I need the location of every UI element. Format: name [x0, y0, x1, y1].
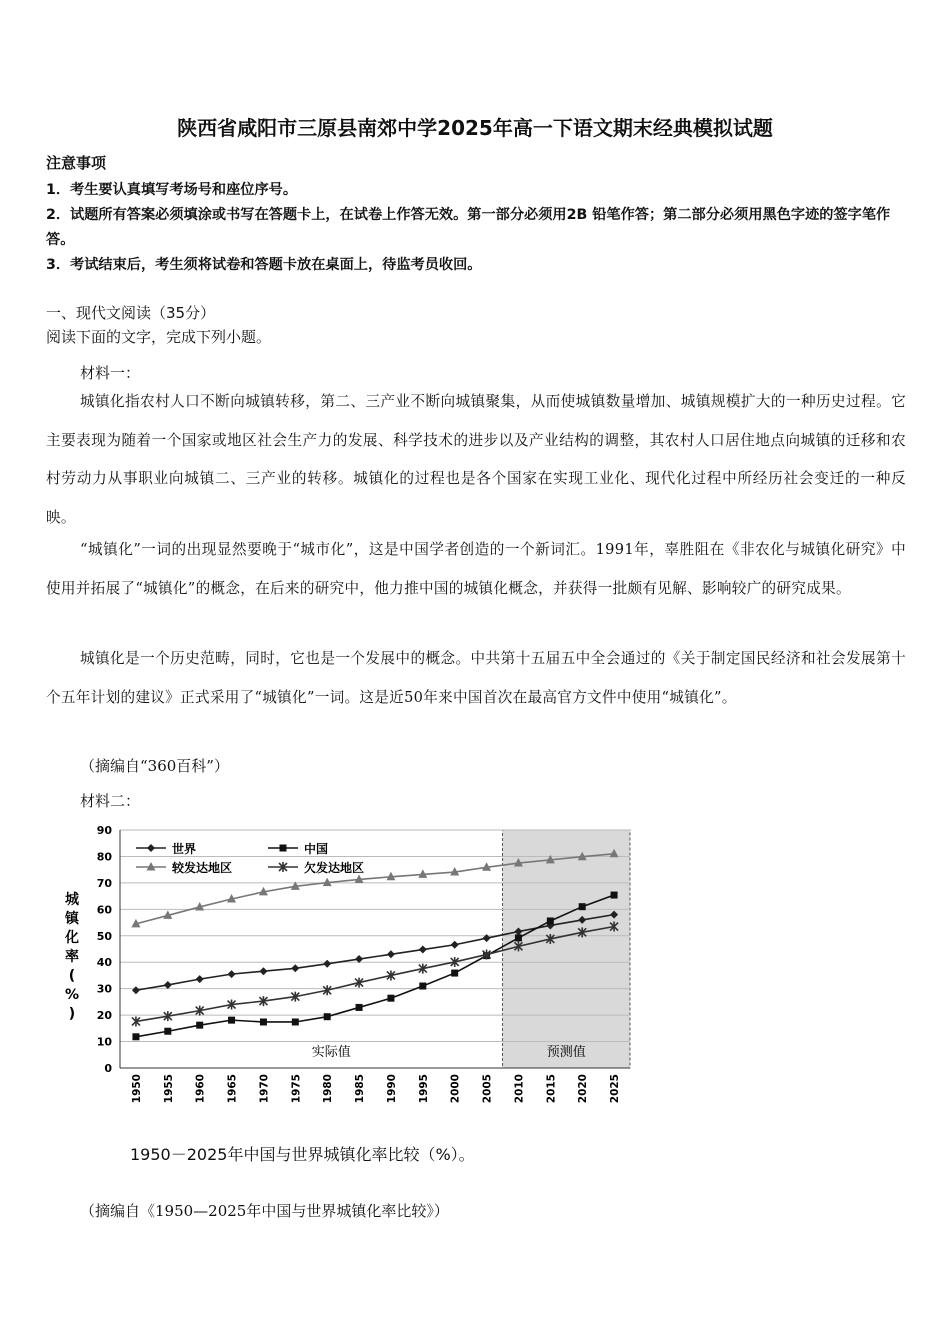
- data-point-1: [356, 1004, 363, 1011]
- data-point-1: [164, 1028, 171, 1035]
- x-tick-label: 1960: [194, 1074, 207, 1104]
- data-point-1: [515, 934, 522, 941]
- x-tick-label: 1965: [226, 1074, 239, 1104]
- data-point-0: [451, 941, 459, 949]
- source-note-1: （摘编自“360百科”）: [80, 757, 229, 775]
- data-point-0: [323, 960, 331, 968]
- x-tick-label: 2020: [577, 1074, 590, 1104]
- y-tick-label: 10: [96, 1035, 112, 1049]
- x-tick-label: 1975: [290, 1074, 303, 1104]
- legend-label: 世界: [172, 842, 197, 856]
- x-tick-label: 1985: [354, 1074, 367, 1104]
- data-point-0: [164, 981, 172, 989]
- notice-item: 1．考生要认真填写考场号和座位序号。: [46, 182, 298, 198]
- y-axis-label-char: 率: [65, 949, 79, 965]
- data-point-0: [419, 946, 427, 954]
- paragraph: 城镇化指农村人口不断向城镇转移，第二、三产业不断向城镇聚集，从而使城镇数量增加、城镇规模扩大的一种历史过程。它主要表现为随着一个国家或地区社会生产力的发展、科学技术的进步以及产业结构的调整，其农村人口居住地点向城镇的迁移和农村劳动力从事职业向城镇二、三产业的转移。城镇化的过程也是各个国家在实现工业化、现代化过程中所经历社会变迁的一种反映。: [46, 393, 906, 526]
- reading-instruction: 阅读下面的文字，完成下列小题。: [46, 328, 272, 346]
- legend-marker: [147, 844, 155, 852]
- y-tick-label: 90: [96, 824, 112, 837]
- paragraph: “城镇化”一词的出现显然要晚于“城市化”，这是中国学者创造的一个新词汇。1991年，辜胜阻在《非农化与城镇化研究》中使用并拓展了“城镇化”的概念，在后来的研究中，他力推中国的城镇化概念，并获得一批颇有见解、影响较广的研究成果。: [46, 541, 906, 597]
- y-tick-label: 60: [96, 903, 112, 917]
- urbanization-chart: [58, 820, 648, 1120]
- data-point-0: [196, 975, 204, 983]
- chart-caption: 1950－2025年中国与世界城镇化率比较（%）。: [130, 1145, 475, 1164]
- data-point-0: [259, 967, 267, 975]
- x-tick-label: 1995: [417, 1074, 430, 1104]
- y-axis-label-char: 镇: [65, 911, 79, 927]
- source-note-2: （摘编自《1950—2025年中国与世界城镇化率比较》）: [80, 1202, 449, 1220]
- data-point-1: [196, 1022, 203, 1029]
- data-point-0: [387, 950, 395, 958]
- data-point-1: [132, 1033, 139, 1040]
- data-point-1: [547, 917, 554, 924]
- data-point-0: [291, 964, 299, 972]
- data-point-1: [579, 903, 586, 910]
- x-tick-label: 1990: [385, 1074, 398, 1104]
- data-point-1: [611, 892, 618, 899]
- x-tick-label: 1980: [322, 1074, 335, 1104]
- paragraph: 城镇化是一个历史范畴，同时，它也是一个发展中的概念。中共第十五届五中全会通过的《关于制定国民经济和社会发展第十个五年计划的建议》正式采用了“城镇化”一词。这是近50年来中国首次在最高官方文件中使用“城镇化”。: [46, 650, 906, 706]
- x-tick-label: 2025: [609, 1074, 622, 1104]
- material-2-label: 材料二：: [80, 792, 141, 810]
- legend-label: 较发达地区: [172, 861, 233, 875]
- data-point-1: [228, 1017, 235, 1024]
- exam-title: 陕西省咸阳市三原县南郊中学2025年高一下语文期末经典模拟试题: [177, 116, 773, 140]
- legend-marker: [280, 845, 287, 852]
- y-axis-label-char: 城: [65, 892, 79, 908]
- notice-item: 2．试题所有答案必须填涂或书写在答题卡上，在试卷上作答无效。第一部分必须用2B 铅笔作答；第二部分必须用黑色字迹的签字笔作答。: [46, 207, 891, 248]
- x-tick-label: 1970: [258, 1074, 271, 1104]
- legend-label: 中国: [304, 842, 329, 856]
- data-point-1: [324, 1013, 331, 1020]
- y-tick-label: 80: [96, 850, 112, 864]
- x-tick-label: 2005: [481, 1074, 494, 1104]
- forecast-value-label: 预测值: [546, 1045, 586, 1060]
- section-title: 一、现代文阅读（35分）: [46, 304, 216, 322]
- data-point-0: [132, 986, 140, 994]
- y-axis-label-char: (: [68, 968, 76, 984]
- x-tick-label: 2015: [545, 1074, 558, 1104]
- legend-label: 欠发达地区: [304, 861, 365, 875]
- y-axis-label-char: %: [64, 987, 80, 1003]
- data-point-1: [292, 1018, 299, 1025]
- data-point-1: [387, 995, 394, 1002]
- data-point-1: [451, 970, 458, 977]
- notice-item: 3．考试结束后，考生须将试卷和答题卡放在桌面上，待监考员收回。: [46, 257, 482, 273]
- actual-value-label: 实际值: [311, 1045, 351, 1060]
- data-point-1: [419, 983, 426, 990]
- data-point-1: [260, 1018, 267, 1025]
- y-tick-label: 20: [96, 1009, 112, 1023]
- y-tick-label: 40: [96, 956, 112, 970]
- material-1-label: 材料一：: [80, 364, 141, 382]
- x-tick-label: 2000: [449, 1074, 462, 1104]
- urbanization-chart-svg: [58, 820, 648, 1120]
- y-axis-label-char: ): [68, 1006, 76, 1022]
- notice-heading: 注意事项: [46, 154, 107, 172]
- data-point-0: [228, 970, 236, 978]
- y-axis-label-char: 化: [65, 930, 79, 946]
- y-tick-label: 70: [96, 876, 112, 890]
- x-tick-label: 1950: [130, 1074, 143, 1104]
- y-tick-label: 50: [96, 929, 112, 943]
- y-tick-label: 30: [96, 982, 112, 996]
- x-tick-label: 2010: [513, 1074, 526, 1104]
- y-tick-label: 0: [104, 1062, 112, 1075]
- x-tick-label: 1955: [162, 1074, 175, 1104]
